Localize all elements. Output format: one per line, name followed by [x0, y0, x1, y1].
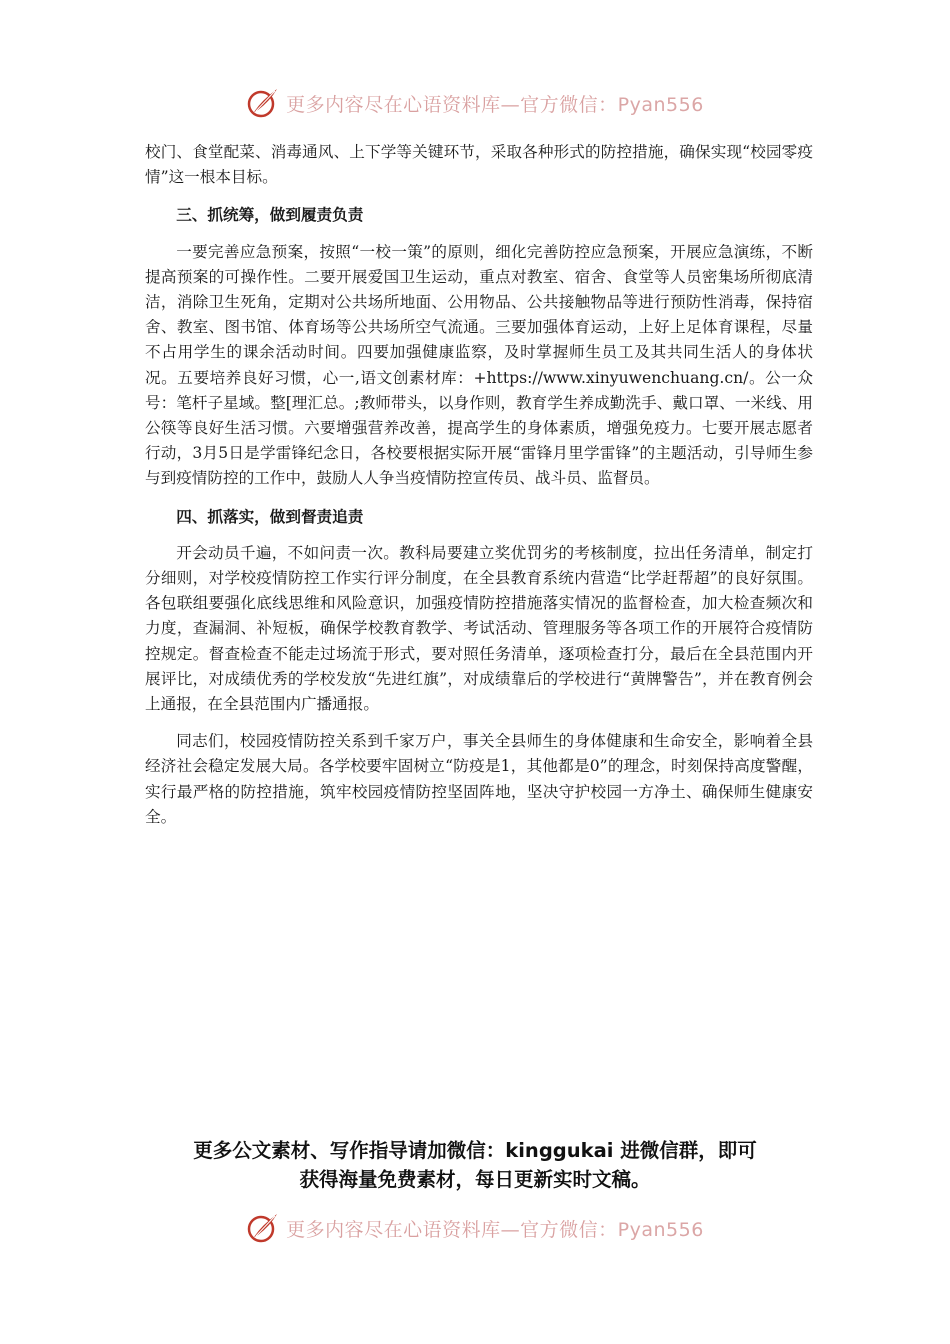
section-heading-4: 四、抓落实，做到督责追责 [176, 506, 364, 526]
promo-line-2: 获得海量免费素材，每日更新实时文稿。 [299, 1168, 651, 1191]
section-3-body: 一要完善应急预案，按照“一校一策”的原则，细化完善防控应急预案，开展应急演练，不断提高预案的可操作性。二要开展爱国卫生运动，重点对教室、宿舍、食堂等人员密集场所彻底清洁，消除卫生死角，定期对公共场所地面、公用物品、公共接触物品等进行预防性消毒，保持宿舍、教室、图书馆、体育场等公共场所空气流通。三要加强体育运动，上好上足体育课程，尽量不占用学生的课余活动时间。四要加强健康监察，及时掌握师生员工及其共同生活人的身体状况。五要培养良好习惯，心一,语文创素材库：+https://www.xinyuwenchuang.cn/。公一众号：笔杆子星域。整[理汇总。;教师带头，以身作则，教育学生养成勤洗手、戴口罩、一米线、用公筷等良好生活习惯。六要增强营养改善，提高学生的身体素质，增强免疫力。七要开展志愿者行动，3月5日是学雷锋纪念日，各校要根据实际开展“雷锋月里学雷锋”的主题活动，引导师生参与到疫情防控的工作中，鼓励人人争当疫情防控宣传员、战斗员、监督员。 [145, 242, 813, 488]
closing-paragraph: 同志们，校园疫情防控关系到千家万户，事关全县师生的身体健康和生命安全，影响着全县经济社会稳定发展大局。各学校要牢固树立“防疫是1，其他都是0”的理念，时刻保持高度警醒，实行最严格的防控措施，筑牢校园疫情防控坚固阵地，坚决守护校园一方净土、确保师生健康安全。 [145, 732, 813, 826]
promo-line-1: 更多公文素材、写作指导请加微信：kinggukai 进微信群，即可 [193, 1139, 757, 1162]
banner-text: 更多内容尽在心语资料库—官方微信：Pyan556 [286, 93, 704, 116]
footer-banner [0, 1208, 950, 1248]
banner-wechat-id: Pyan556 [617, 93, 704, 116]
section-4-body: 开会动员千遍，不如问责一次。教科局要建立奖优罚劣的考核制度，拉出任务清单，制定打分细则，对学校疫情防控工作实行评分制度，在全县教育系统内营造“比学赶帮超”的良好氛围。各包联组要强化底线思维和风险意识，加强疫情防控措施落实情况的监督检查，加大检查频次和力度，查漏洞、补短板，确保学校教育教学、考试活动、管理服务等各项工作的开展符合疫情防控规定。督查检查不能走过场流于形式，要对照任务清单，逐项检查打分，最后在全县范围内开展评比，对成绩优秀的学校发放“先进红旗”，对成绩靠后的学校进行“黄牌警告”，并在教育例会上通报，在全县范围内广播通报。 [145, 543, 813, 714]
paragraph-continuation: 校门、食堂配菜、消毒通风、上下学等关键环节，采取各种形式的防控措施，确保实现“校园零疫情”这一根本目标。 [145, 143, 813, 187]
promo-notice [95, 1136, 855, 1194]
section-heading-3: 三、抓统筹，做到履责负责 [176, 205, 364, 225]
quill-logo-icon [246, 86, 280, 120]
quill-logo-icon [246, 1211, 280, 1245]
header-banner [0, 83, 950, 123]
banner-wechat-id: Pyan556 [617, 1218, 704, 1241]
document-body [145, 140, 813, 842]
banner-text: 更多内容尽在心语资料库—官方微信：Pyan556 [286, 1218, 704, 1241]
